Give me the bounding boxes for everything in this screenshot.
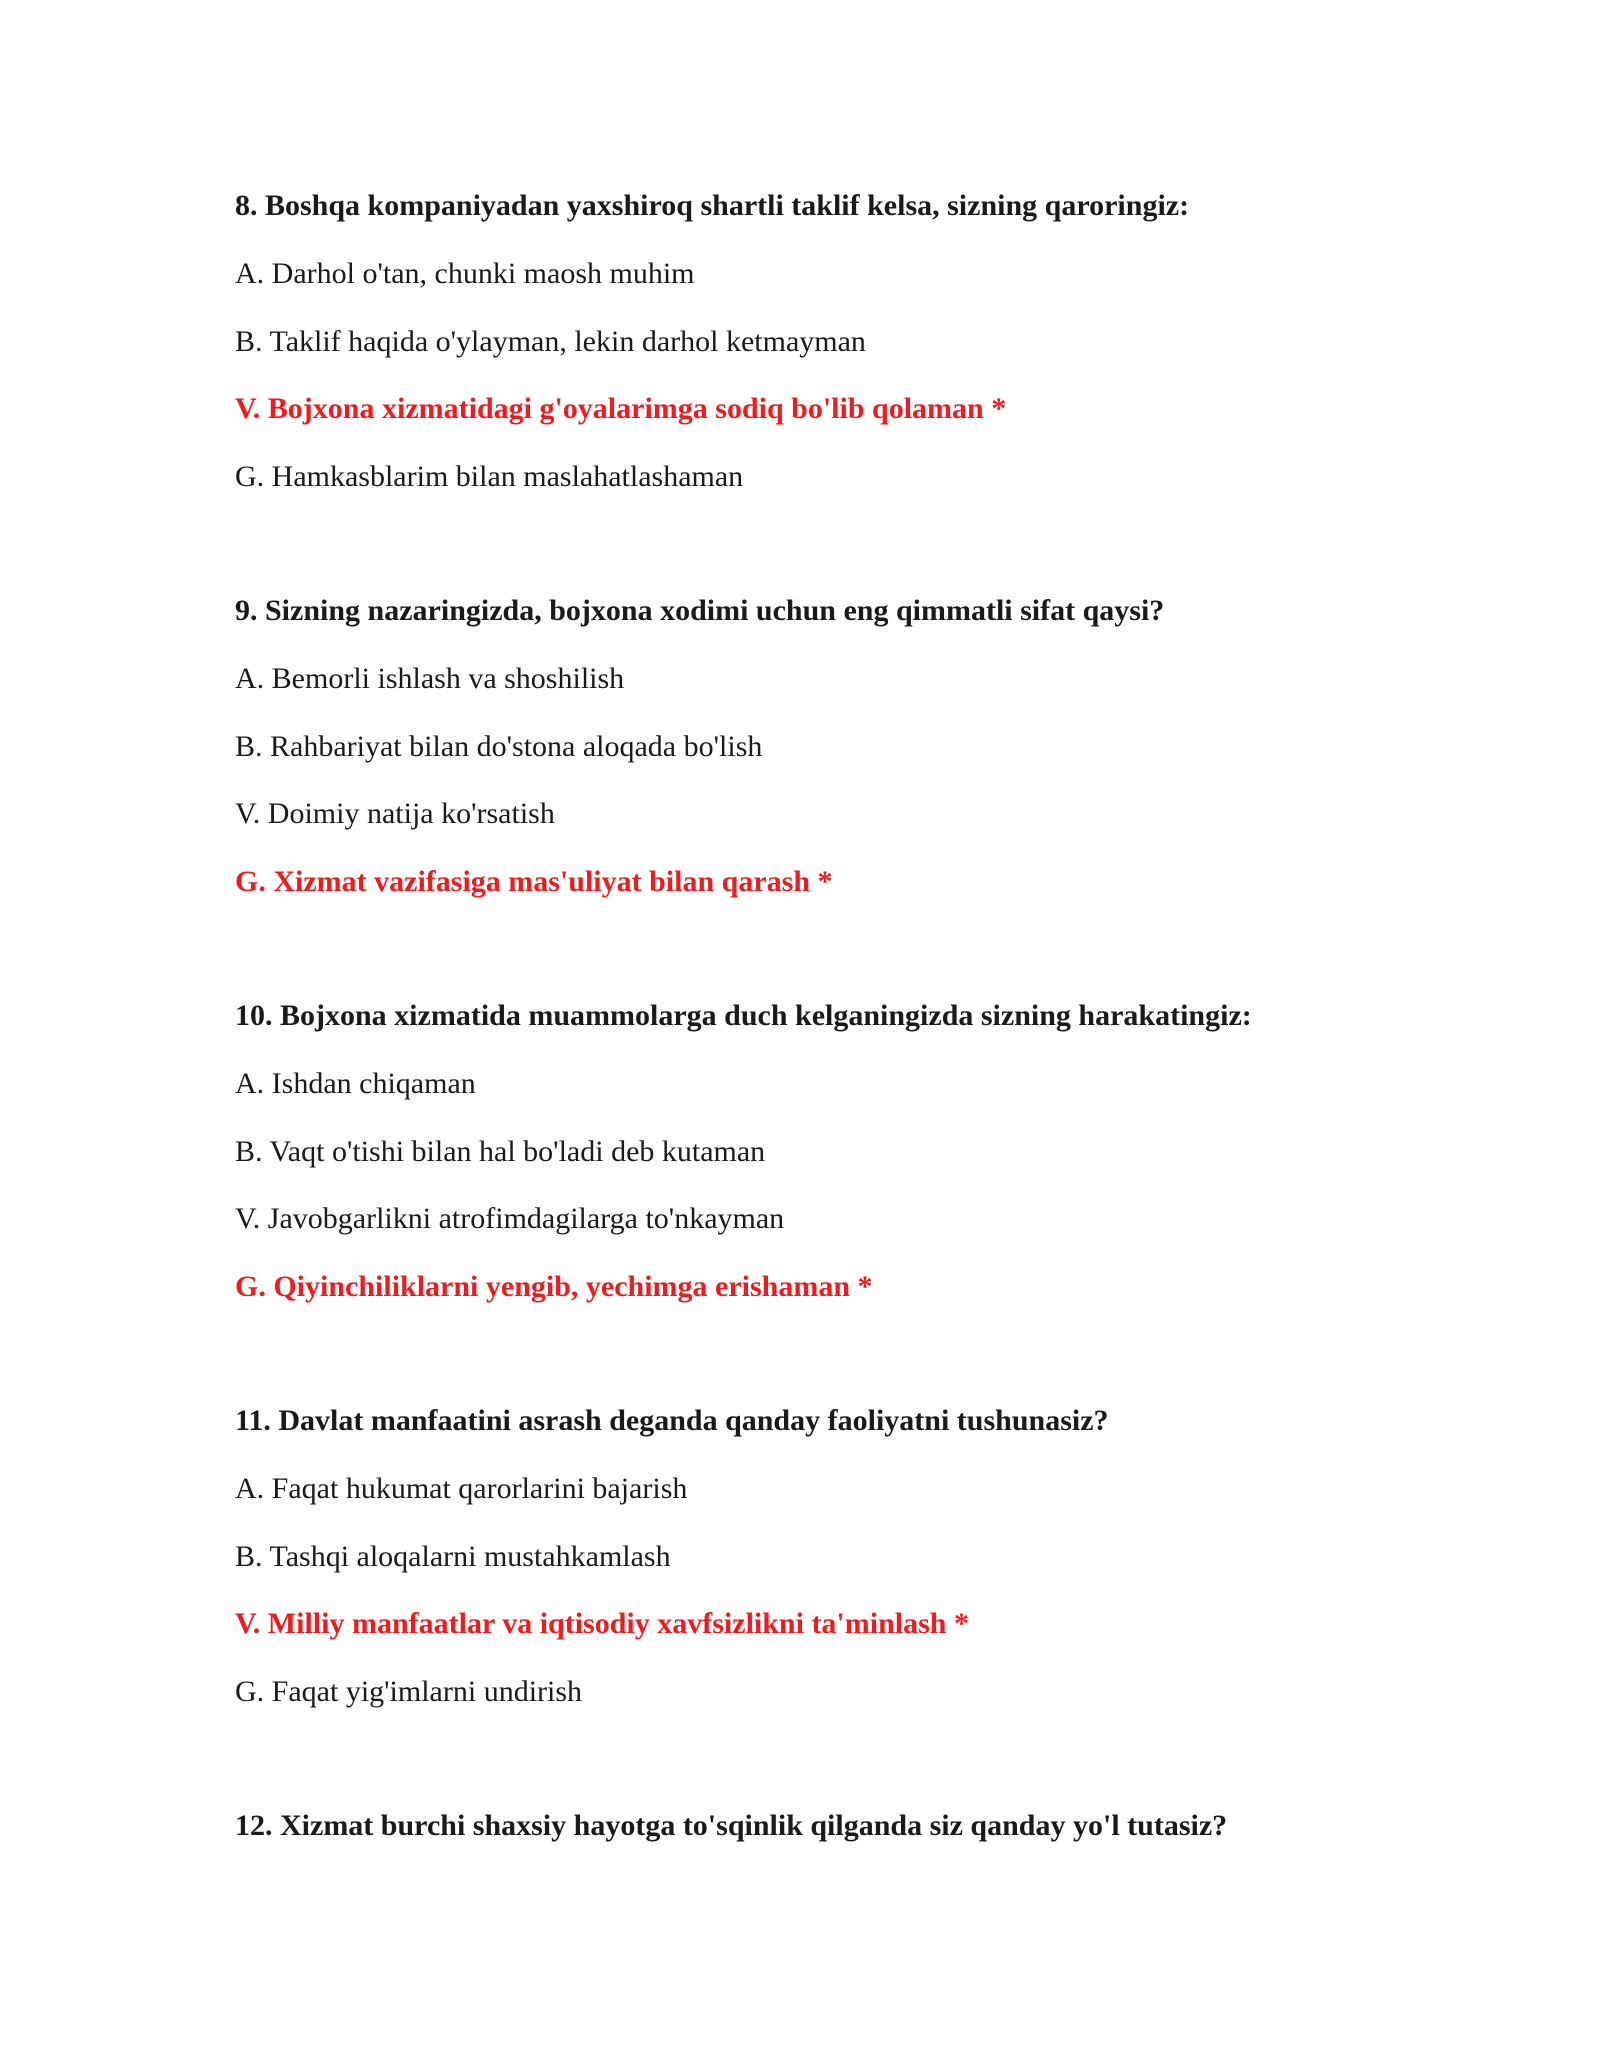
question-11 <box>235 1403 1485 1741</box>
answer-option-b: B. Vaqt o'tishi bilan hal bo'ladi deb kutaman <box>235 1134 766 1168</box>
answer-option-a: A. Darhol o'tan, chunki maosh muhim <box>235 257 695 290</box>
question-title: 11. Davlat manfaatini asrash deganda qanday faoliyatni tushunasiz? <box>235 1404 1109 1437</box>
correct-answer-option-v: V. Bojxona xizmatidagi g'oyalarimga sodiq bo'lib qolaman * <box>235 392 1007 425</box>
correct-answer-option-g: G. Xizmat vazifasiga mas'uliyat bilan qarash * <box>235 864 833 898</box>
question-12 <box>235 1808 1485 1876</box>
correct-answer-option-v: V. Milliy manfaatlar va iqtisodiy xavfsizlikni ta'minlash * <box>235 1607 969 1640</box>
answer-option-b: B. Rahbariyat bilan do'stona aloqada bo'lish <box>235 729 763 763</box>
question-9 <box>235 593 1485 931</box>
answer-option-g: G. Hamkasblarim bilan maslahatlashaman <box>235 459 744 493</box>
answer-option-a: A. Ishdan chiqaman <box>235 1067 476 1100</box>
answer-option-v: V. Doimiy natija ko'rsatish <box>235 797 555 830</box>
answer-option-a: A. Faqat hukumat qarorlarini bajarish <box>235 1472 688 1505</box>
answer-option-b: B. Tashqi aloqalarni mustahkamlash <box>235 1539 671 1573</box>
question-title: 10. Bojxona xizmatida muammolarga duch kelganingizda sizning harakatingiz: <box>235 999 1252 1032</box>
question-10 <box>235 998 1485 1336</box>
correct-answer-option-g: G. Qiyinchiliklarni yengib, yechimga erishaman * <box>235 1269 873 1303</box>
answer-option-g: G. Faqat yig'imlarni undirish <box>235 1674 583 1708</box>
question-title: 12. Xizmat burchi shaxsiy hayotga to'sqinlik qilganda siz qanday yo'l tutasiz? <box>235 1809 1228 1842</box>
question-title: 9. Sizning nazaringizda, bojxona xodimi uchun eng qimmatli sifat qaysi? <box>235 594 1165 627</box>
answer-option-b: B. Taklif haqida o'ylayman, lekin darhol ketmayman <box>235 324 866 358</box>
question-title: 8. Boshqa kompaniyadan yaxshiroq shartli taklif kelsa, sizning qaroringiz: <box>235 189 1190 222</box>
question-8 <box>235 188 1485 526</box>
answer-option-a: A. Bemorli ishlash va shoshilish <box>235 662 625 695</box>
answer-option-v: V. Javobgarlikni atrofimdagilarga to'nkayman <box>235 1202 785 1235</box>
